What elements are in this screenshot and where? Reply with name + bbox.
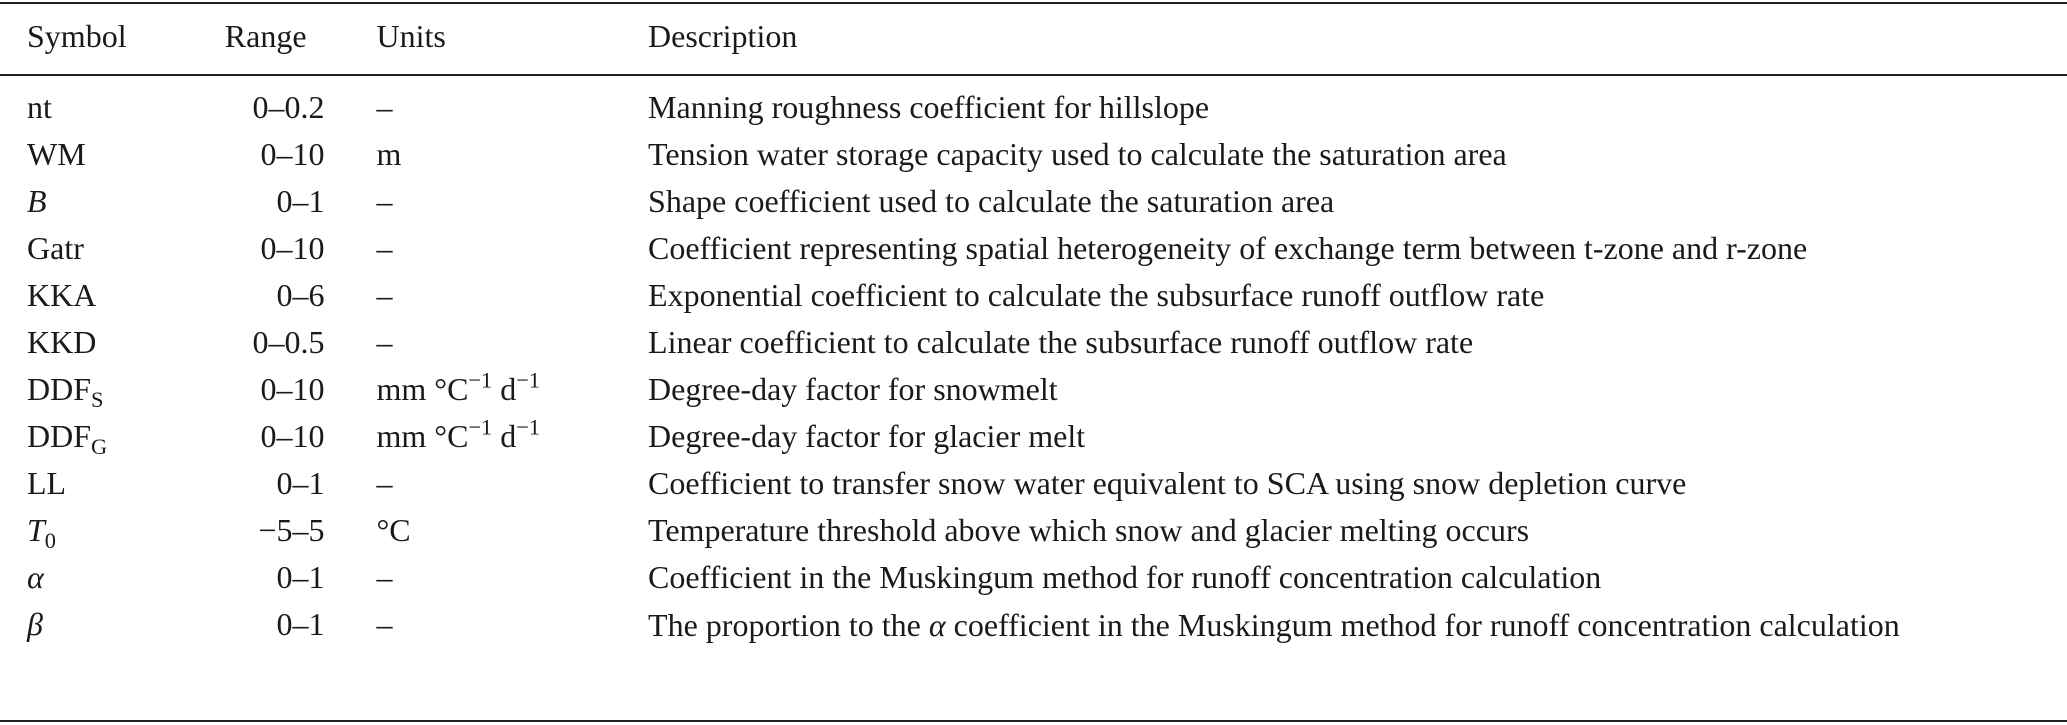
- range-cell: 0–0.2: [252, 89, 325, 125]
- units-cell: –: [376, 324, 393, 360]
- range-cell: 0–1: [276, 606, 325, 642]
- description-cell: Temperature threshold above which snow and glacier melting occurs: [648, 512, 1530, 548]
- table-row: [0, 366, 2067, 413]
- symbol-cell: β: [27, 606, 43, 642]
- description-text: The proportion to the: [648, 607, 929, 643]
- units-cell: [376, 413, 648, 460]
- units-cell: –: [376, 183, 393, 219]
- bottom-rule: [0, 720, 2067, 722]
- range-cell: 0–0.5: [252, 324, 325, 360]
- units-day: d: [492, 418, 517, 454]
- units-base: mm °C: [376, 371, 469, 407]
- units-cell: [376, 366, 648, 413]
- symbol-base: DDF: [27, 418, 92, 454]
- symbol-base: DDF: [27, 371, 92, 407]
- symbol-subscript: S: [91, 387, 104, 413]
- units-cell: m: [376, 136, 402, 172]
- units-base: mm °C: [376, 418, 469, 454]
- range-cell: 0–1: [276, 183, 325, 219]
- description-cell: Coefficient representing spatial heterogeneity of exchange term between t-zone and r-zone: [648, 230, 1808, 266]
- range-cell: −5–5: [258, 512, 325, 548]
- table-row: [0, 272, 2067, 319]
- units-superscript: −1: [468, 414, 493, 440]
- symbol-subscript: G: [91, 434, 108, 460]
- units-cell: –: [376, 465, 393, 501]
- range-cell: 0–10: [260, 230, 325, 266]
- units-cell: –: [376, 559, 393, 595]
- units-cell: –: [376, 606, 393, 642]
- description-text: coefficient in the Muskingum method for runoff concentration calculation: [945, 607, 1900, 643]
- units-cell: –: [376, 89, 393, 125]
- range-cell: 0–6: [276, 277, 325, 313]
- description-cell: Coefficient in the Muskingum method for runoff concentration calculation: [648, 559, 1602, 595]
- description-cell: Degree-day factor for snowmelt: [648, 371, 1058, 407]
- units-cell: –: [376, 277, 393, 313]
- symbol-cell: α: [27, 559, 44, 595]
- description-cell: Linear coefficient to calculate the subsurface runoff outflow rate: [648, 324, 1474, 360]
- table-row: [0, 413, 2067, 460]
- description-cell: Tension water storage capacity used to calculate the saturation area: [648, 136, 1507, 172]
- table-row: [0, 178, 2067, 225]
- header-range: Range: [224, 18, 307, 54]
- header-row: [0, 0, 2067, 72]
- table-row: [0, 507, 2067, 554]
- units-cell: –: [376, 230, 393, 266]
- header-symbol: Symbol: [27, 18, 127, 54]
- range-cell: 0–1: [276, 465, 325, 501]
- table-row: [0, 225, 2067, 272]
- table-row: [0, 460, 2067, 507]
- description-cell: Exponential coefficient to calculate the subsurface runoff outflow rate: [648, 277, 1545, 313]
- table-row: [0, 131, 2067, 178]
- units-superscript: −1: [516, 414, 541, 440]
- symbol-cell: nt: [27, 89, 52, 125]
- units-cell: °C: [376, 512, 411, 548]
- table-row: [0, 319, 2067, 366]
- description-cell: Manning roughness coefficient for hillslope: [648, 89, 1210, 125]
- description-cell: [648, 601, 2067, 650]
- range-cell: 0–1: [276, 559, 325, 595]
- description-cell: Degree-day factor for glacier melt: [648, 418, 1086, 454]
- description-cell: Coefficient to transfer snow water equivalent to SCA using snow depletion curve: [648, 465, 1687, 501]
- symbol-cell: LL: [27, 465, 67, 501]
- table-row: [0, 601, 2067, 650]
- header-description: Description: [648, 18, 798, 54]
- table-row: [0, 554, 2067, 601]
- symbol-cell: [0, 366, 177, 413]
- symbol-cell: [0, 413, 177, 460]
- symbol-base: T: [27, 512, 45, 548]
- symbol-cell: WM: [27, 136, 86, 172]
- range-cell: 0–10: [260, 418, 325, 454]
- table-row: [0, 72, 2067, 131]
- units-day: d: [492, 371, 517, 407]
- header-units: Units: [376, 18, 446, 54]
- range-cell: 0–10: [260, 371, 325, 407]
- symbol-cell: [0, 507, 177, 554]
- units-superscript: −1: [468, 367, 493, 393]
- symbol-cell: B: [27, 183, 47, 219]
- range-cell: 0–10: [260, 136, 325, 172]
- description-symbol: α: [928, 607, 946, 643]
- units-superscript: −1: [516, 367, 541, 393]
- symbol-cell: KKA: [27, 277, 97, 313]
- symbol-cell: Gatr: [27, 230, 84, 266]
- description-cell: Shape coefficient used to calculate the saturation area: [648, 183, 1335, 219]
- symbol-subscript: 0: [44, 528, 56, 554]
- symbol-cell: KKD: [27, 324, 97, 360]
